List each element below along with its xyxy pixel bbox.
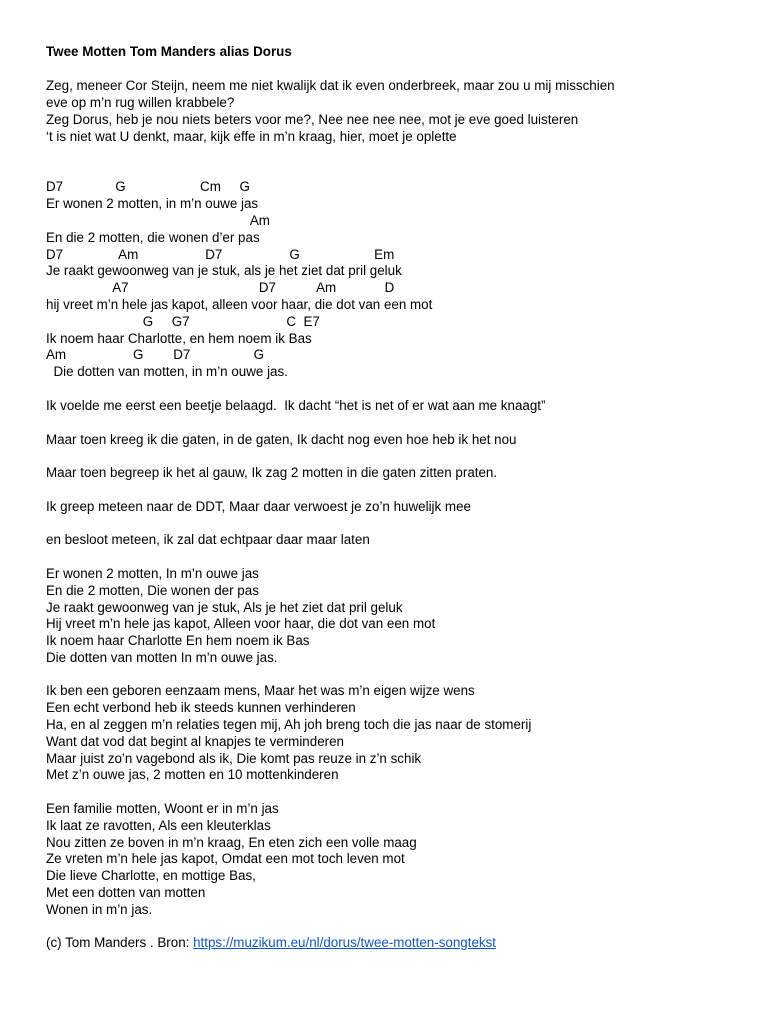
lyric-line: Die dotten van motten, in m’n ouwe jas.	[46, 364, 288, 379]
verse-line: Je raakt gewoonweg van je stuk, Als je het ziet dat pril geluk	[46, 600, 403, 615]
intro-line: Zeg, meneer Cor Steijn, neem me niet kwalijk dat ik even onderbreek, maar zou u mij misschien	[46, 78, 615, 93]
source-prefix: (c) Tom Manders . Bron:	[46, 935, 194, 950]
lyric-line: Er wonen 2 motten, in m’n ouwe jas	[46, 196, 259, 211]
intro-line: ‘t is niet wat U denkt, maar, kijk effe in m’n kraag, hier, moet je oplette	[46, 129, 457, 144]
chord-line: D7 Am D7 G Em	[46, 247, 395, 262]
source-credit	[46, 934, 496, 951]
lyric-line: En die 2 motten, die wonen d’er pas	[46, 230, 260, 245]
prose-line: Maar toen kreeg ik die gaten, in de gaten, Ik dacht nog even hoe heb ik het nou	[46, 432, 517, 447]
chord-line: Am	[46, 213, 270, 228]
verse-line: Ik laat ze ravotten, Als een kleuterklas	[46, 818, 271, 833]
chord-line: A7 D7 Am D	[46, 280, 395, 295]
verse-line: Hij vreet m’n hele jas kapot, Alleen voor haar, die dot van een mot	[46, 616, 436, 631]
verse-line: Die dotten van motten In m’n ouwe jas.	[46, 650, 278, 665]
verse-line: Wonen in m’n jas.	[46, 902, 153, 917]
lyric-line: hij vreet m’n hele jas kapot, alleen voor haar, die dot van een mot	[46, 297, 433, 312]
source-link[interactable]: https://muzikum.eu/nl/dorus/twee-motten-songtekst	[193, 935, 497, 950]
chord-line: G G7 C E7	[46, 314, 320, 329]
lyric-line: Ik noem haar Charlotte, en hem noem ik Bas	[46, 331, 312, 346]
verse-line: En die 2 motten, Die wonen der pas	[46, 583, 259, 598]
chord-line: D7 G Cm G	[46, 179, 250, 194]
prose-line: Maar toen begreep ik het al gauw, Ik zag 2 motten in die gaten zitten praten.	[46, 465, 498, 480]
prose-line: Ik voelde me eerst een beetje belaagd. Ik dacht “het is net of er wat aan me knaagt”	[46, 398, 546, 413]
prose-line: Ik greep meteen naar de DDT, Maar daar verwoest je zo’n huwelijk mee	[46, 499, 471, 514]
lyric-line: Je raakt gewoonweg van je stuk, als je het ziet dat pril geluk	[46, 263, 402, 278]
chord-line: Am G D7 G	[46, 347, 265, 362]
verse-line: Met z’n ouwe jas, 2 motten en 10 mottenkinderen	[46, 767, 339, 782]
prose-line: en besloot meteen, ik zal dat echtpaar daar maar laten	[46, 532, 370, 547]
verse-line: Ik ben een geboren eenzaam mens, Maar het was m’n eigen wijze wens	[46, 683, 475, 698]
verse-line: Ze vreten m’n hele jas kapot, Omdat een mot toch leven mot	[46, 851, 405, 866]
verse-line: Een echt verbond heb ik steeds kunnen verhinderen	[46, 700, 356, 715]
verse-line: Er wonen 2 motten, In m’n ouwe jas	[46, 566, 259, 581]
intro-line: Zeg Dorus, heb je nou niets beters voor me?, Nee nee nee nee, mot je eve goed luisteren	[46, 112, 579, 127]
verse-line: Die lieve Charlotte, en mottige Bas,	[46, 868, 256, 883]
verse-line: Ha, en al zeggen m’n relaties tegen mij, Ah joh breng toch die jas naar de stomerij	[46, 717, 532, 732]
intro-line: eve op m’n rug willen krabbele?	[46, 95, 235, 110]
verse-line: Ik noem haar Charlotte En hem noem ik Bas	[46, 633, 310, 648]
song-title: Twee Motten Tom Manders alias Dorus	[46, 44, 292, 59]
verse-line: Nou zitten ze boven in m’n kraag, En eten zich een volle maag	[46, 835, 417, 850]
verse-line: Met een dotten van motten	[46, 885, 206, 900]
verse-line: Maar juist zo’n vagebond als ik, Die komt pas reuze in z’n schik	[46, 751, 422, 766]
verse-line: Want dat vod dat begint al knapjes te verminderen	[46, 734, 344, 749]
verse-line: Een familie motten, Woont er in m’n jas	[46, 801, 279, 816]
